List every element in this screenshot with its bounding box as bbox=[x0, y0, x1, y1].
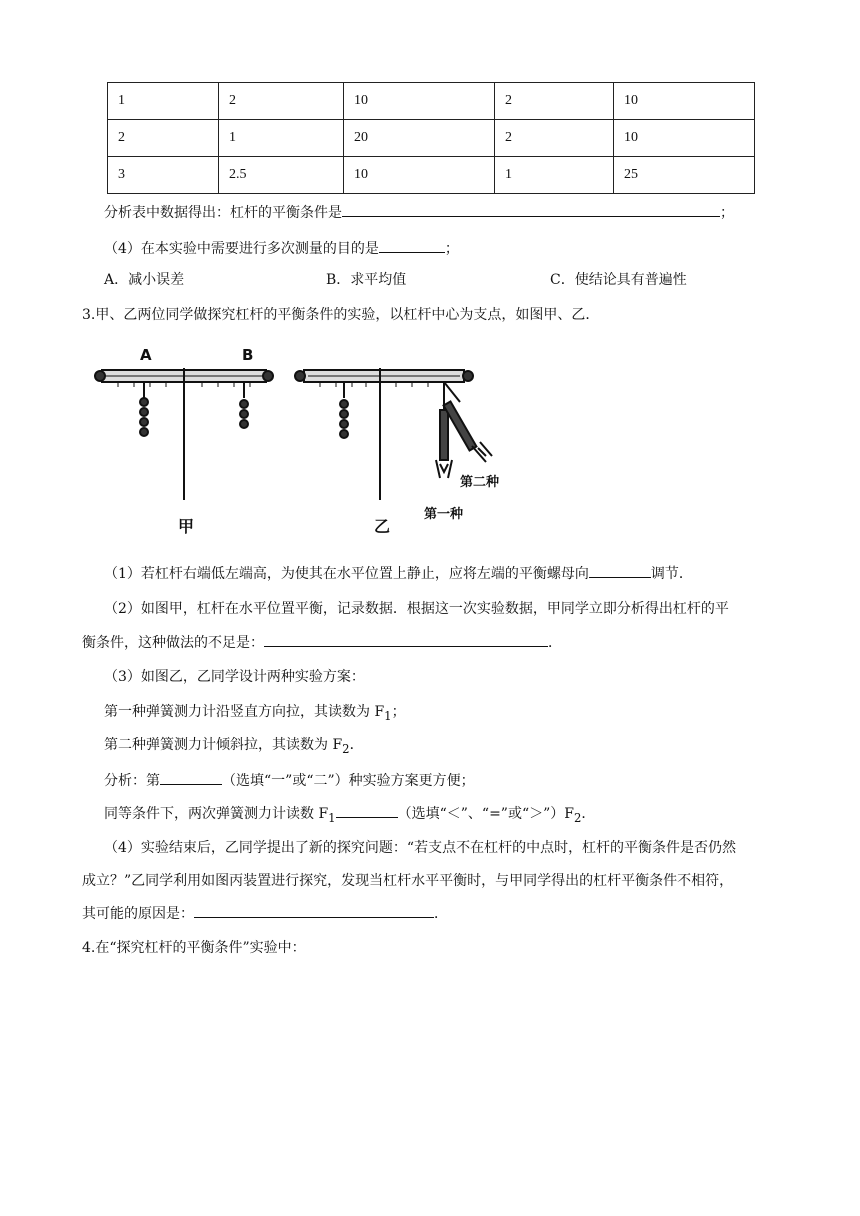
data-table bbox=[107, 82, 755, 194]
part-3-first bbox=[104, 702, 406, 726]
part-3-compare bbox=[104, 803, 595, 828]
option-c: C．使结论具有普遍性 bbox=[550, 272, 687, 288]
caption-jia: 甲 bbox=[178, 517, 195, 536]
option-b: B．求平均值 bbox=[326, 272, 407, 288]
balance-condition-line bbox=[104, 202, 734, 223]
table-cell: 2 bbox=[219, 83, 344, 120]
second-sub: 2 bbox=[342, 741, 350, 756]
lever-figure bbox=[88, 338, 508, 540]
part-3-intro: （3）如图乙，乙同学设计两种实验方案： bbox=[104, 669, 365, 685]
lever-left bbox=[95, 368, 273, 500]
label-b: B bbox=[242, 346, 254, 364]
compare-sub-2: 2 bbox=[573, 810, 582, 825]
part-4-line-3 bbox=[82, 903, 448, 924]
part-4-line-2: 成立？”乙同学利用如图丙装置进行探究，发现当杠杆水平平衡时，与甲同学得出的杠杆平衡条件不相符， bbox=[82, 873, 734, 889]
table-cell: 1 bbox=[219, 120, 344, 157]
table-cell: 2 bbox=[495, 120, 614, 157]
part-2-line-2 bbox=[82, 632, 562, 653]
table-cell: 10 bbox=[344, 83, 495, 120]
compare-mid: （选填“＜”、“=”或“＞”）F bbox=[397, 806, 574, 822]
answer-blank[interactable] bbox=[379, 238, 445, 253]
compare-sub-1: 1 bbox=[328, 810, 336, 825]
table-row bbox=[108, 83, 755, 120]
analysis-suffix: （选填“一”或“二”）种实验方案更方便； bbox=[222, 773, 475, 789]
answer-blank[interactable] bbox=[194, 903, 434, 918]
question-4-line bbox=[104, 238, 459, 259]
table-cell: 2.5 bbox=[219, 157, 344, 194]
part-1 bbox=[104, 563, 693, 584]
table-cell: 20 bbox=[344, 120, 495, 157]
analysis-prefix: 分析：第 bbox=[104, 773, 160, 789]
table-cell: 2 bbox=[495, 83, 614, 120]
p1-prefix: （1）若杠杆右端低左端高，为使其在水平位置上静止，应将左端的平衡螺母向 bbox=[104, 566, 589, 582]
answer-blank[interactable] bbox=[160, 770, 222, 785]
analysis-suffix: ； bbox=[720, 205, 734, 221]
p1-suffix: 调节． bbox=[650, 566, 693, 582]
question-3-stem: 3.甲、乙两位同学做探究杠杆的平衡条件的实验，以杠杆中心为支点，如图甲、乙． bbox=[82, 307, 600, 323]
table-row bbox=[108, 120, 755, 157]
sub4-suffix: ； bbox=[444, 241, 459, 257]
answer-blank[interactable] bbox=[336, 803, 398, 818]
second-text: 第二种弹簧测力计倾斜拉，其读数为 F bbox=[104, 737, 343, 753]
answer-blank[interactable] bbox=[342, 202, 720, 217]
table-cell: 3 bbox=[108, 157, 219, 194]
option-a: A．减小误差 bbox=[104, 272, 185, 288]
p4-prefix: 其可能的原因是： bbox=[82, 906, 194, 922]
table-cell: 10 bbox=[614, 83, 755, 120]
table-cell: 1 bbox=[495, 157, 614, 194]
p2-suffix: ． bbox=[548, 635, 562, 651]
table-cell: 10 bbox=[344, 157, 495, 194]
part-2-line-1: （2）如图甲，杠杆在水平位置平衡，记录数据．根据这一次实验数据，甲同学立即分析得出杠杆的平 bbox=[104, 601, 729, 617]
question-4-stem: 4.在“探究杠杆的平衡条件”实验中： bbox=[82, 940, 306, 956]
answer-blank[interactable] bbox=[264, 632, 548, 647]
part-3-analysis bbox=[104, 770, 475, 791]
table-cell: 1 bbox=[108, 83, 219, 120]
label-a: A bbox=[140, 346, 152, 364]
table-row bbox=[108, 157, 755, 194]
sub4-prefix: （4）在本实验中需要进行多次测量的目的是 bbox=[104, 241, 379, 257]
part-4-line-1: （4）实验结束后，乙同学提出了新的探究问题：“若支点不在杠杆的中点时，杠杆的平衡条件是否仍然 bbox=[104, 840, 737, 856]
analysis-prefix: 分析表中数据得出：杠杆的平衡条件是 bbox=[104, 205, 342, 221]
p2-prefix: 衡条件，这种做法的不足是： bbox=[82, 635, 264, 651]
part-3-second bbox=[104, 735, 364, 759]
table-cell: 2 bbox=[108, 120, 219, 157]
compare-end: ． bbox=[581, 806, 596, 822]
first-end: ； bbox=[391, 704, 406, 720]
label-second-method: 第二种 bbox=[460, 475, 500, 490]
first-text: 第一种弹簧测力计沿竖直方向拉，其读数为 F bbox=[104, 704, 385, 720]
answer-blank[interactable] bbox=[589, 563, 651, 578]
table-cell: 25 bbox=[614, 157, 755, 194]
label-first-method: 第一种 bbox=[424, 507, 464, 522]
second-end: ． bbox=[349, 737, 364, 753]
caption-yi: 乙 bbox=[374, 517, 391, 536]
first-sub: 1 bbox=[384, 708, 392, 723]
compare-prefix: 同等条件下，两次弹簧测力计读数 F bbox=[104, 806, 329, 822]
p4-suffix: ． bbox=[434, 906, 448, 922]
table-cell: 10 bbox=[614, 120, 755, 157]
